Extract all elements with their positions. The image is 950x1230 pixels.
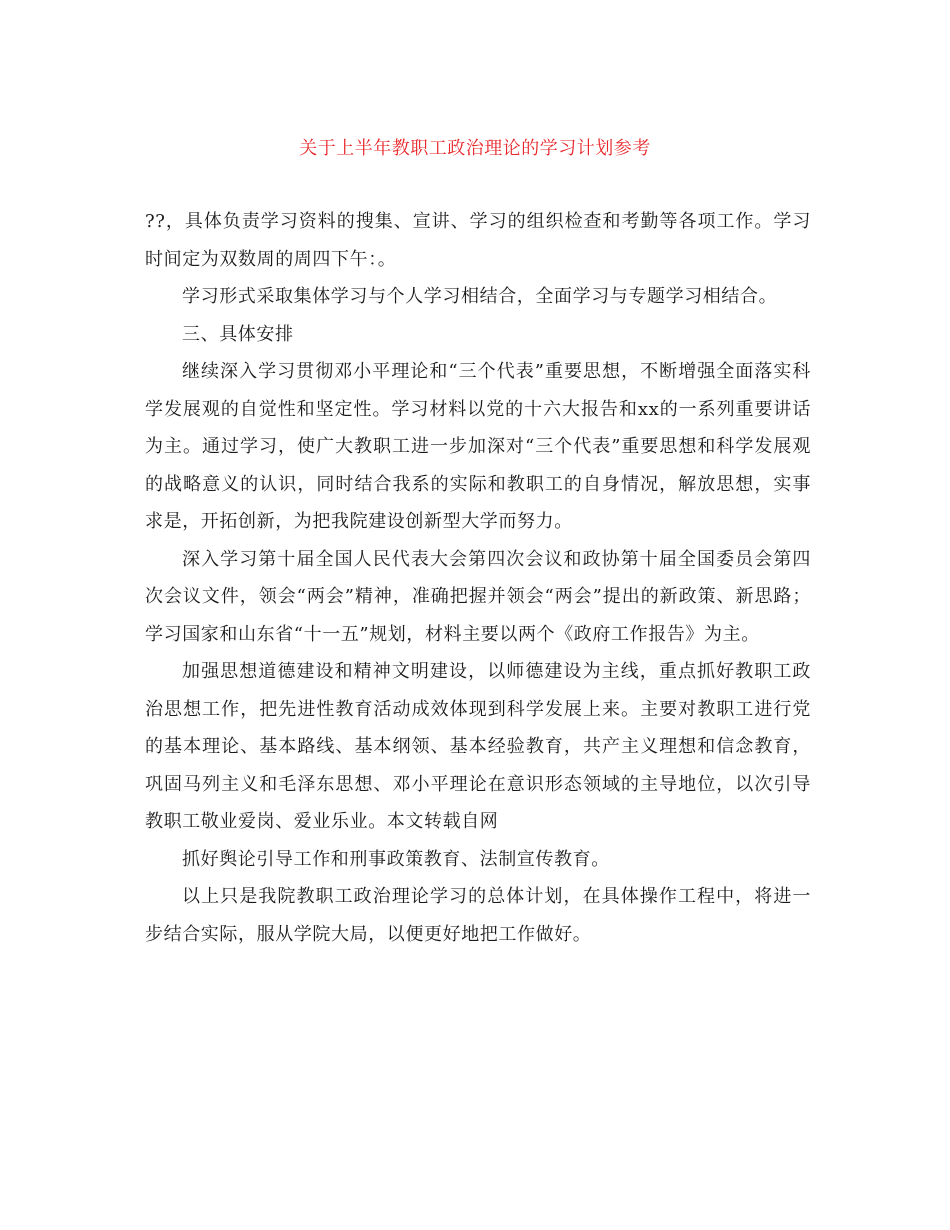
paragraph-5: 加强思想道德建设和精神文明建设，以师德建设为主线，重点抓好教职工政治思想工作，把先进性教育活动成效体现到科学发展上来。主要对教职工进行党的基本理论、基本路线、基本纲领、基本经验教育，共产主义理想和信念教育，巩固马列主义和毛泽东思想、邓小平理论在意识形态领域的主导地位，以次引导教职工敬业爱岗、爱业乐业。本文转载自网 — [145, 661, 811, 832]
paragraph-4: 深入学习第十届全国人民代表大会第四次会议和政协第十届全国委员会第四次会议文件，领会“两会”精神，准确把握并领会“两会”提出的新政策、新思路；学习国家和山东省“十一五”规划，材料主要以两个《政府工作报告》为主。 — [145, 548, 811, 645]
paragraph-6: 抓好舆论引导工作和刑事政策教育、法制宣传教育。 — [182, 848, 610, 870]
paragraph-2: 学习形式采取集体学习与个人学习相结合，全面学习与专题学习相结合。 — [182, 286, 778, 307]
paragraph-7: 以上只是我院教职工政治理论学习的总体计划，在具体操作工程中，将进一步结合实际，服从学院大局，以便更好地把工作做好。 — [145, 886, 811, 945]
document-title: 关于上半年教职工政治理论的学习计划参考 — [299, 138, 651, 159]
paragraph-1: ??，具体负责学习资料的搜集、宣讲、学习的组织检查和考勤等各项工作。学习时间定为双数周的周四下午：。 — [145, 211, 811, 270]
paragraph-3: 继续深入学习贯彻邓小平理论和“三个代表”重要思想，不断增强全面落实科学发展观的自觉性和坚定性。学习材料以党的十六大报告和xx的一系列重要讲话为主。通过学习，使广大教职工进一步加深对“三个代表”重要思想和科学发展观的战略意义的认识，同时结合我系的实际和教职工的自身情况，解放思想，实事求是，开拓创新，为把我院建设创新型大学而努力。 — [145, 361, 811, 532]
section-heading: 三、具体安排 — [182, 323, 294, 345]
document-body — [145, 203, 811, 953]
